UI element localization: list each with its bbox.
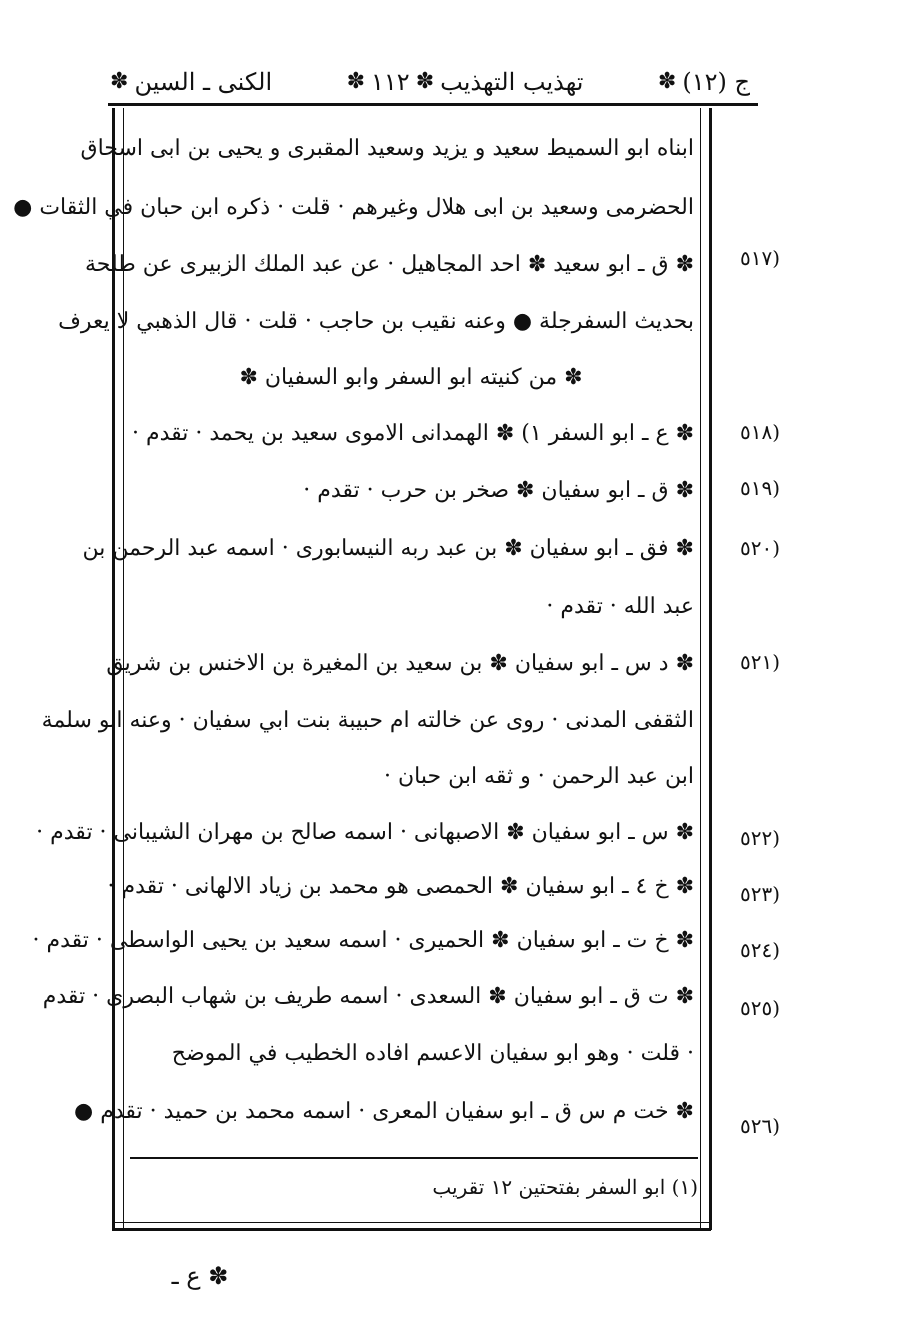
text-line: ابناه ابو السميط سعيد و يزيد وسعيد المقبرى و يحيى بن ابى اسحاق — [80, 135, 694, 161]
volume-number: ج (١٢) — [682, 68, 750, 96]
entry-number: (٥٢٠ — [739, 536, 781, 560]
text-line: ✽ س ـ ابو سفيان ✽ الاصبهانى · اسمه صالح بن مهران الشيبانى · تقدم · — [36, 819, 694, 845]
header-title — [347, 68, 584, 96]
ornament-icon: ✽ — [415, 69, 435, 94]
text-line: ✽ خت م س ق ـ ابو سفيان المعرى · اسمه محمد بن حميد · تقدم ● — [74, 1098, 694, 1124]
text-line: عبد الله · تقدم · — [546, 593, 694, 619]
frame-bottom-inner — [112, 1222, 711, 1223]
entry-number: (٥١٩ — [739, 476, 781, 500]
entry-number: (٥٢٣ — [739, 882, 781, 906]
header-section — [110, 68, 272, 96]
running-header — [110, 62, 750, 102]
text-line: الثقفى المدنى · روى عن خالته ام حبيبة بنت ابي سفيان · وعنه ابو سلمة — [41, 707, 694, 733]
entry-number: (٥٢١ — [739, 650, 781, 674]
footnote: (١) ابو السفر بفتحتين ١٢ تقريب — [432, 1175, 698, 1199]
entry-number: (٥١٧ — [739, 246, 781, 270]
book-title: تهذيب التهذيب — [440, 68, 584, 96]
text-line: ✽ ق ـ ابو سفيان ✽ صخر بن حرب · تقدم · — [303, 477, 694, 503]
text-line: الحضرمى وسعيد بن ابى هلال وغيرهم · قلت · ذكره ابن حبان في الثقات ● — [13, 194, 694, 220]
frame-right-border — [700, 108, 712, 1230]
entry-number: (٥٢٤ — [739, 938, 781, 962]
header-volume — [658, 68, 750, 96]
text-line: ✽ ع ـ ابو السفر ١) ✽ الهمدانى الاموى سعيد بن يحمد · تقدم · — [132, 420, 694, 446]
ornament-icon: ✽ — [346, 69, 366, 94]
text-line: ✽ ق ـ ابو سعيد ✽ احد المجاهيل · عن عبد الملك الزبيرى عن طلحة — [85, 251, 694, 277]
section-title: الكنى ـ السين — [134, 68, 273, 96]
text-line: ✽ خ ٤ ـ ابو سفيان ✽ الحمصى هو محمد بن زياد الالهانى · تقدم · — [107, 873, 694, 899]
text-line: · قلت · وهو ابو سفيان الاعسم افاده الخطيب في الموضح — [171, 1040, 694, 1066]
entry-number: (٥٢٦ — [739, 1114, 781, 1138]
page-number: ١١٢ — [371, 68, 410, 96]
entry-number: (٥١٨ — [739, 420, 781, 444]
text-line: ✽ ت ق ـ ابو سفيان ✽ السعدى · اسمه طريف بن شهاب البصرى · تقدم — [42, 983, 694, 1009]
text-line: ابن عبد الرحمن · و ثقه ابن حبان · — [384, 763, 694, 789]
page-signature: ✽ ع ـ — [171, 1262, 229, 1290]
header-rule — [108, 103, 758, 106]
text-line: بحديث السفرجلة ● وعنه نقيب بن حاجب · قلت · قال الذهبي لا يعرف — [58, 308, 694, 334]
frame-bottom-outer — [112, 1228, 711, 1231]
text-line: ✽ د س ـ ابو سفيان ✽ بن سعيد بن المغيرة بن الاخنس بن شريق — [106, 650, 694, 676]
text-line: ✽ فق ـ ابو سفيان ✽ بن عبد ربه النيسابورى · اسمه عبد الرحمن بن — [82, 535, 694, 561]
entry-number: (٥٢٥ — [739, 996, 781, 1020]
text-line: ✽ خ ت ـ ابو سفيان ✽ الحميرى · اسمه سعيد بن يحيى الواسطى · تقدم · — [32, 927, 694, 953]
footnote-separator — [130, 1157, 698, 1159]
subheading: ✽ من كنيته ابو السفر وابو السفيان ✽ — [239, 364, 583, 390]
text-body — [13, 118, 694, 1140]
entry-number: (٥٢٢ — [739, 826, 781, 850]
ornament-icon: ✽ — [110, 69, 129, 94]
ornament-icon: ✽ — [657, 69, 677, 94]
